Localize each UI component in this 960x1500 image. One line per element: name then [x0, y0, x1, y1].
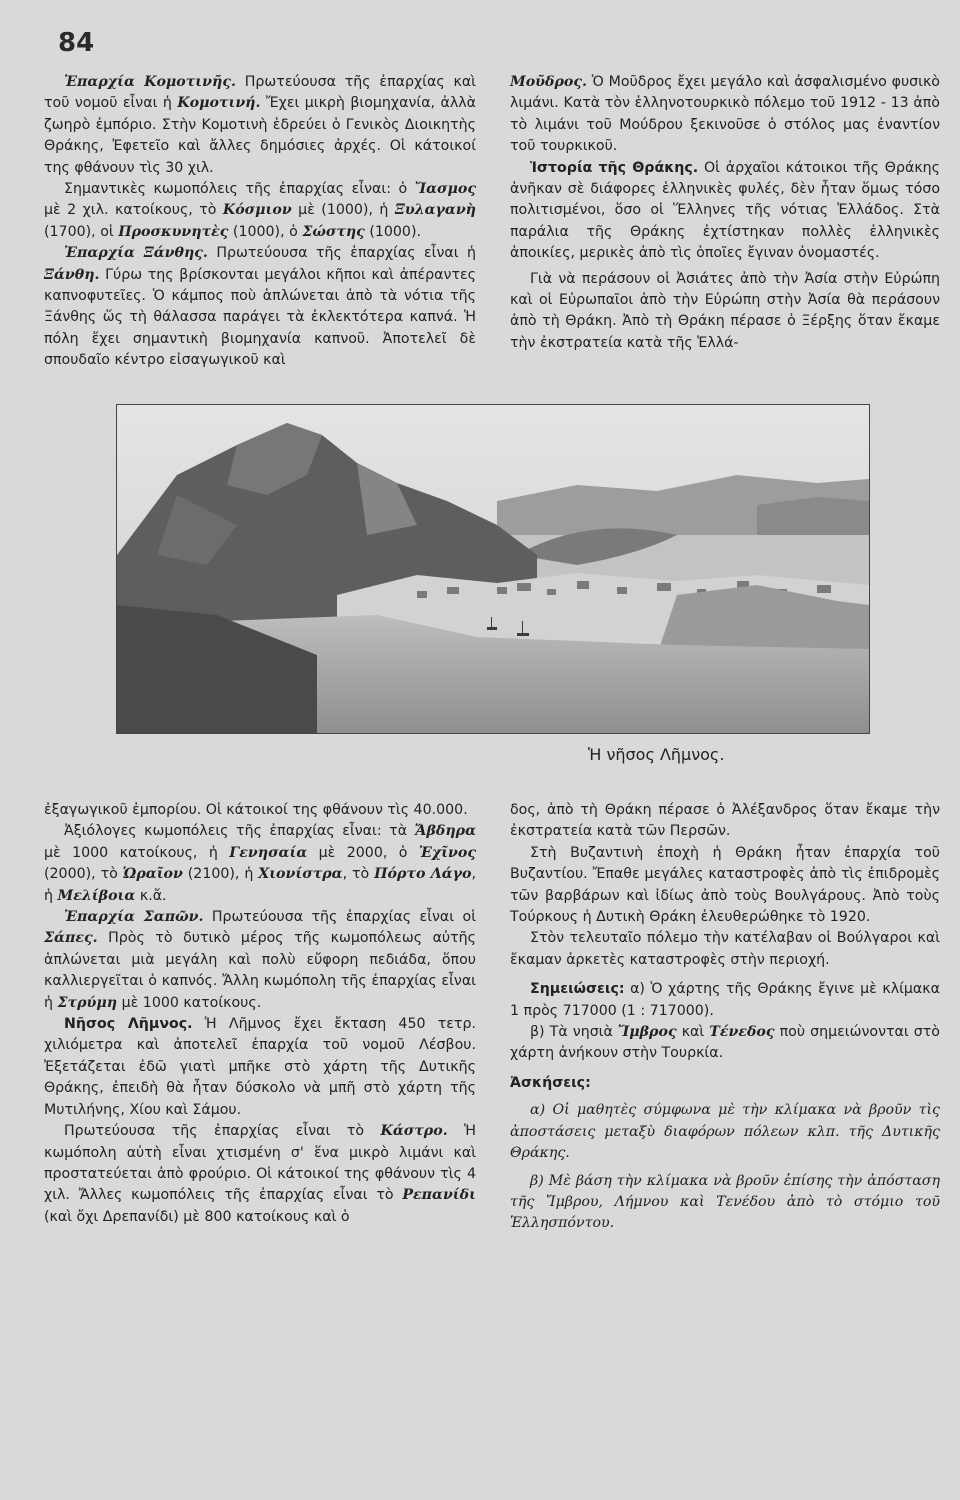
- town-xylagani: Ξυλαγανὴ: [394, 202, 476, 219]
- text: Πρωτεύουσα τῆς ἐπαρχίας εἶναι ἡ: [207, 245, 476, 262]
- column-bottom-right: [510, 800, 940, 1235]
- town-chionistra: Χιονίστρα: [258, 866, 343, 883]
- paragraph-sapes: [44, 907, 476, 1014]
- text: κ.ἄ.: [135, 887, 167, 904]
- exercise-b: β) Μὲ βάση τὴν κλίμακα νὰ βροῦν ἐπίσης τὴν ἀπόσταση τῆς Ἴμβρου, Λήμνου καὶ Τενέδου ἀπὸ τὸ στόμιο τοῦ Ἑλλησπόντου.: [510, 1172, 940, 1232]
- paragraph-xanthi-towns: [44, 821, 476, 907]
- text: (1000).: [364, 223, 422, 240]
- island-tenedos: Τένεδος: [709, 1024, 775, 1041]
- text: μὲ 2 χιλ. κατοίκους, τὸ: [44, 202, 223, 219]
- text: μὲ 1000 κατοίκους, ἡ: [44, 844, 230, 861]
- town-repanidi: Ρεπανίδι: [402, 1187, 476, 1204]
- text: Ἡ Λῆμνος ἔχει ἔκταση 450 τετρ. χιλιόμετρα καὶ ἀποτελεῖ ἐπαρχία τοῦ νομοῦ Λέσβου. Ἐξετάζεται ἐδῶ γιατὶ μπῆκε στὸ χάρτη τῆς Δυτικῆς Θράκης, ἐπειδὴ θὰ ἦταν δύσκολο νὰ μπῆ στὸ χάρτη τῆς Μυτιλήνης, Χίου καὶ Σάμου.: [44, 1016, 476, 1118]
- column-top-right: [510, 72, 940, 354]
- page-number: 84: [58, 28, 95, 58]
- heading-notes: Σημειώσεις:: [530, 981, 625, 998]
- text: Γύρω της βρίσκονται μεγάλοι κῆποι καὶ ἀπέραντες καπνοφυτεῖες. Ὁ κάμπος ποὺ ἁπλώνεται ἀπὸ τὰ νότια τῆς Ξάνθης ὥς τὴ θάλασσα παράγει τὰ ἐκλεκτότερα καπνά. Ἡ πόλη ἔχει σημαντικὴ βιομηχανία καπνοῦ. Ἀποτελεῖ δὲ σπουδαῖο κέντρο εἰσαγωγικοῦ καὶ: [44, 266, 476, 369]
- paragraph-history: [510, 158, 940, 265]
- paragraph-lemnos-capital: [44, 1121, 476, 1228]
- town-echinos: Ἐχῖνος: [418, 844, 477, 861]
- heading-history-thrace: Ἱστορία τῆς Θράκης.: [530, 159, 699, 176]
- text: Σημαντικὲς κωμοπόλεις τῆς ἐπαρχίας εἶναι: ὁ: [64, 181, 415, 198]
- city-komotini: Κομοτινή.: [177, 95, 261, 112]
- text: Πρωτεύουσα τῆς ἐπαρχίας εἶναι τὸ: [64, 1123, 381, 1140]
- text: μὲ (1000), ἡ: [291, 202, 395, 219]
- town-porto-lago: Πόρτο Λάγο: [374, 866, 472, 883]
- paragraph-note-b: [510, 1022, 940, 1065]
- text: (καὶ ὄχι Δρεπανίδι) μὲ 800 κατοίκους καὶ ὁ: [44, 1208, 350, 1225]
- town-sostis: Σώστης: [302, 223, 365, 240]
- column-top-left: [44, 72, 476, 372]
- heading-xanthi: Ἐπαρχία Ξάνθης.: [64, 245, 208, 262]
- paragraph-byzantine: Στὴ Βυζαντινὴ ἐποχὴ ἡ Θράκη ἦταν ἐπαρχία τοῦ Βυζαντίου. Ἔπαθε μεγάλες καταστροφὲς ἀπὸ τὶς ἐπιδρομὲς τῶν βαρβάρων καὶ ἰδίως ἀπὸ τοὺς Βουλγάρους. Ἀπὸ τοὺς Τούρκους ἡ Δυτικὴ Θράκη ἐλευθερώθηκε τὸ 1920.: [510, 844, 940, 926]
- town-kastro: Κάστρο.: [380, 1123, 448, 1140]
- city-sapes: Σάπες.: [44, 930, 98, 947]
- heading-moudros: Μοῦδρος.: [510, 74, 587, 90]
- town-iasmos: Ἴασμος: [414, 181, 476, 198]
- heading-exercises: Ἀσκήσεις:: [510, 1074, 591, 1091]
- text: , ἡ: [44, 866, 476, 904]
- text: Ἀξιόλογες κωμοπόλεις τῆς ἐπαρχίας εἶναι: τὰ: [64, 823, 415, 840]
- paragraph-asia-europe: Γιὰ νὰ περάσουν οἱ Ἀσιάτες ἀπὸ τὴν Ἀσία στὴν Εὐρώπη καὶ οἱ Εὐρωπαῖοι ἀπὸ τὴν Εὐρώπη στὴν Ἀσία θὰ περάσουν ἀπὸ τὴ Θράκη. Ἀπὸ τὴ Θράκη πέρασε ὁ Ξέρξης ὅταν ἔκαμε τὴν ἐκστρατεία κατὰ τῆς Ἑλλά-: [510, 270, 940, 351]
- town-avdira: Ἄβδηρα: [414, 823, 476, 840]
- town-melivoia: Μελίβοια: [57, 887, 136, 904]
- town-oraion: Ὡραῖον: [122, 866, 183, 883]
- text: , τὸ: [342, 866, 375, 883]
- island-imvros: Ἴμβρος: [617, 1024, 677, 1041]
- text: (1000), ὁ: [228, 223, 303, 240]
- town-strymi: Στρύμη: [57, 994, 118, 1011]
- heading-sapes: Ἐπαρχία Σαπῶν.: [64, 909, 204, 926]
- town-proskynites: Προσκυνητὲς: [118, 223, 229, 240]
- text: Ἡ κωμόπολη αὐτὴ εἶναι χτισμένη σ' ἕνα μικρὸ λιμάνι καὶ προστατεύεται ἀπὸ φρούριο. Οἱ κάτοικοί της φθάνουν τὶς 4 χιλ. Ἄλλες κωμοπόλεις τῆς ἐπαρχίας εἶναι τὸ: [44, 1123, 476, 1204]
- text: Πρωτεύουσα τῆς ἐπαρχίας εἶναι οἱ: [203, 909, 477, 926]
- paragraph-komotini-towns: [44, 179, 476, 243]
- town-genisea: Γενησαία: [229, 844, 308, 861]
- text: β) Τὰ νησιὰ: [530, 1024, 618, 1041]
- paragraph-alexander: δος, ἀπὸ τὴ Θράκη πέρασε ὁ Ἀλέξανδρος ὅταν ἔκαμε τὴν ἐκστρατεία κατὰ τῶν Περσῶν.: [510, 802, 940, 840]
- text: καὶ: [676, 1024, 710, 1041]
- text: Ἔχει μικρὴ βιομηχανία, ἀλλὰ ζωηρὸ ἐμπόριο. Στὴν Κομοτινὴ ἑδρεύει ὁ Γενικὸς Διοικητὴς Θράκης, Ἐφετεῖο καὶ ἄλλες δημόσιες ἀρχές. Οἱ κάτοικοί της φθάνουν τὶς 30 χιλ.: [44, 95, 477, 176]
- town-kosmion: Κόσμιον: [222, 202, 292, 219]
- text: Ὁ Μοῦδρος ἔχει μεγάλο καὶ ἀσφαλισμένο φυσικὸ λιμάνι. Κατὰ τὸν ἑλληνοτουρκικὸ πόλεμο τοῦ 1912 - 13 ἀπὸ τὸ λιμάνι τοῦ Μούδρου ξεκινοῦσε ὁ στόλος μας ἐναντίον τοῦ τουρκικοῦ.: [510, 74, 940, 155]
- figure-caption: Ἡ νῆσος Λῆμνος.: [588, 745, 725, 764]
- column-bottom-left: [44, 800, 476, 1228]
- city-xanthi: Ξάνθη.: [44, 266, 100, 283]
- heading-lemnos: Νῆσος Λῆμνος.: [64, 1016, 193, 1033]
- text: μὲ 2000, ὁ: [307, 844, 419, 861]
- paragraph-komotini: [44, 72, 476, 179]
- paragraph-lemnos: [44, 1014, 476, 1121]
- text: (2000), τὸ: [44, 866, 123, 883]
- text: Πρὸς τὸ δυτικὸ μέρος τῆς κωμοπόλεως αὐτῆς ἁπλώνεται μιὰ μεγάλη καὶ πολὺ εὔφορη πεδιάδα, ὅπου καλλιεργεῖται ὁ καπνός. Ἄλλη κωμόπολη τῆς ἐπαρχίας εἶναι ἡ: [44, 930, 476, 1011]
- exercise-a: α) Οἱ μαθητὲς σύμφωνα μὲ τὴν κλίμακα νὰ βροῦν τὶς ἀποστάσεις μεταξὺ διαφόρων πόλεων κλπ. τῆς Δυτικῆς Θράκης.: [510, 1102, 940, 1162]
- text: μὲ 1000 κατοίκους.: [117, 994, 262, 1011]
- text: α) Ὁ χάρτης τῆς Θράκης ἔγινε μὲ κλίμακα 1 πρὸς 717000 (1 : 717000).: [510, 981, 940, 1019]
- text: Πρωτεύουσα τῆς ἐπαρχίας καὶ τοῦ νομοῦ εἶναι ἡ: [44, 74, 476, 112]
- lemnos-landscape-illustration: [117, 405, 869, 733]
- paragraph-notes: [510, 979, 940, 1022]
- photo-lemnos: [116, 404, 870, 734]
- paragraph-moudros: [510, 72, 940, 158]
- text: ποὺ σημειώνονται στὸ χάρτη ἀνήκουν στὴν Τουρκία.: [510, 1024, 940, 1062]
- text: (1700), οἱ: [44, 223, 119, 240]
- paragraph-last-war: Στὸν τελευταῖο πόλεμο τὴν κατέλαβαν οἱ Βούλγαροι καὶ ἔκαμαν ἀρκετὲς καταστροφὲς στὴν περιοχή.: [510, 930, 940, 968]
- heading-komotini: Ἐπαρχία Κομοτινῆς.: [64, 74, 236, 90]
- text: Οἱ ἀρχαῖοι κάτοικοι τῆς Θράκης ἀνῆκαν σὲ διάφορες ἑλληνικὲς φυλές, δὲν ἦταν ὅμως τόσο πολιτισμένοι, ὅσο οἱ Ἕλληνες τῆς νότιας Ἑλλάδος. Στὰ παράλια τῆς Θράκης ἐχτίστηκαν πολλὲς ἑλληνικὲς ἀποικίες, μερικὲς ἀπὸ τὶς ὁποῖες ἔγιναν ὀνομαστές.: [510, 159, 941, 262]
- paragraph-xanthi-cont: ἐξαγωγικοῦ ἐμπορίου. Οἱ κάτοικοί της φθάνουν τὶς 40.000.: [44, 802, 468, 818]
- paragraph-xanthi: [44, 243, 476, 371]
- text: (2100), ἡ: [182, 866, 259, 883]
